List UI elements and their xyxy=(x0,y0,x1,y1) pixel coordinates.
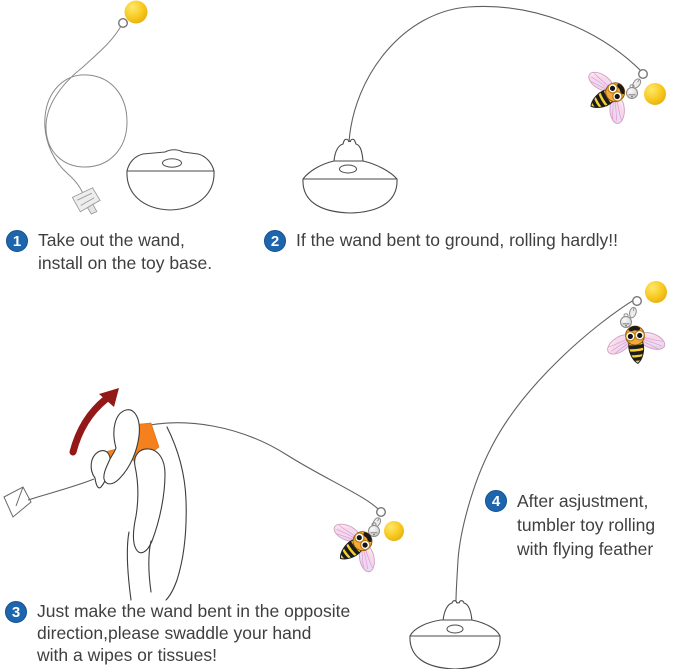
hand-illustration xyxy=(91,410,186,600)
step1-illustration xyxy=(45,1,214,218)
wand-base-clip xyxy=(4,487,31,517)
step-4-caption xyxy=(485,489,675,561)
yellow-ball xyxy=(644,83,666,105)
step-4-badge: 4 xyxy=(485,490,507,512)
bend-direction-arrow xyxy=(73,388,119,452)
step-4-text-line-3: with flying feather xyxy=(517,539,654,559)
step-2-caption xyxy=(264,229,664,252)
wand-tip-ring xyxy=(377,508,386,517)
yellow-ball xyxy=(125,1,148,24)
step-2-text-line-1: If the wand bent to ground, rolling hardly!! xyxy=(296,230,619,250)
step-4-text-line-2: tumbler toy rolling xyxy=(517,515,656,535)
step2-illustration xyxy=(303,6,666,213)
step-1-badge: 1 xyxy=(6,230,28,252)
step-3-caption xyxy=(5,600,385,666)
wand-wire-right xyxy=(136,423,380,511)
tumbler-toy-base xyxy=(303,139,397,213)
bee-toy xyxy=(603,323,670,367)
yellow-ball xyxy=(384,521,404,541)
wand-coiled-wire xyxy=(45,26,127,196)
step-1-text-line-1: Take out the wand, xyxy=(38,230,185,250)
wand-tip-ring xyxy=(119,19,128,28)
step-3-text-line-3: with a wipes or tissues! xyxy=(37,645,217,665)
tumbler-toy-base xyxy=(410,601,500,669)
step3-illustration xyxy=(4,388,404,600)
wand-tip-ring xyxy=(639,70,648,79)
step-3-badge: 3 xyxy=(5,601,27,623)
step-4-text-line-1: After asjustment, xyxy=(517,491,649,511)
step-3-text-line-1: Just make the wand bent in the opposite xyxy=(37,601,351,621)
step-1-caption xyxy=(6,229,256,275)
yellow-ball xyxy=(645,281,667,303)
step-2-badge: 2 xyxy=(264,230,286,252)
step-3-text-line-2: direction,please swaddle your hand xyxy=(37,623,312,643)
step-1-text-line-2: install on the toy base. xyxy=(38,253,213,273)
finger-index xyxy=(104,410,140,484)
wand-tip-ring xyxy=(633,297,642,306)
wand-wire-left xyxy=(28,479,94,500)
step4-illustration xyxy=(410,281,669,669)
clasp xyxy=(628,307,637,319)
toy-base-side-view xyxy=(127,150,214,210)
wand-base-clip xyxy=(71,187,103,218)
thumb xyxy=(133,449,165,553)
